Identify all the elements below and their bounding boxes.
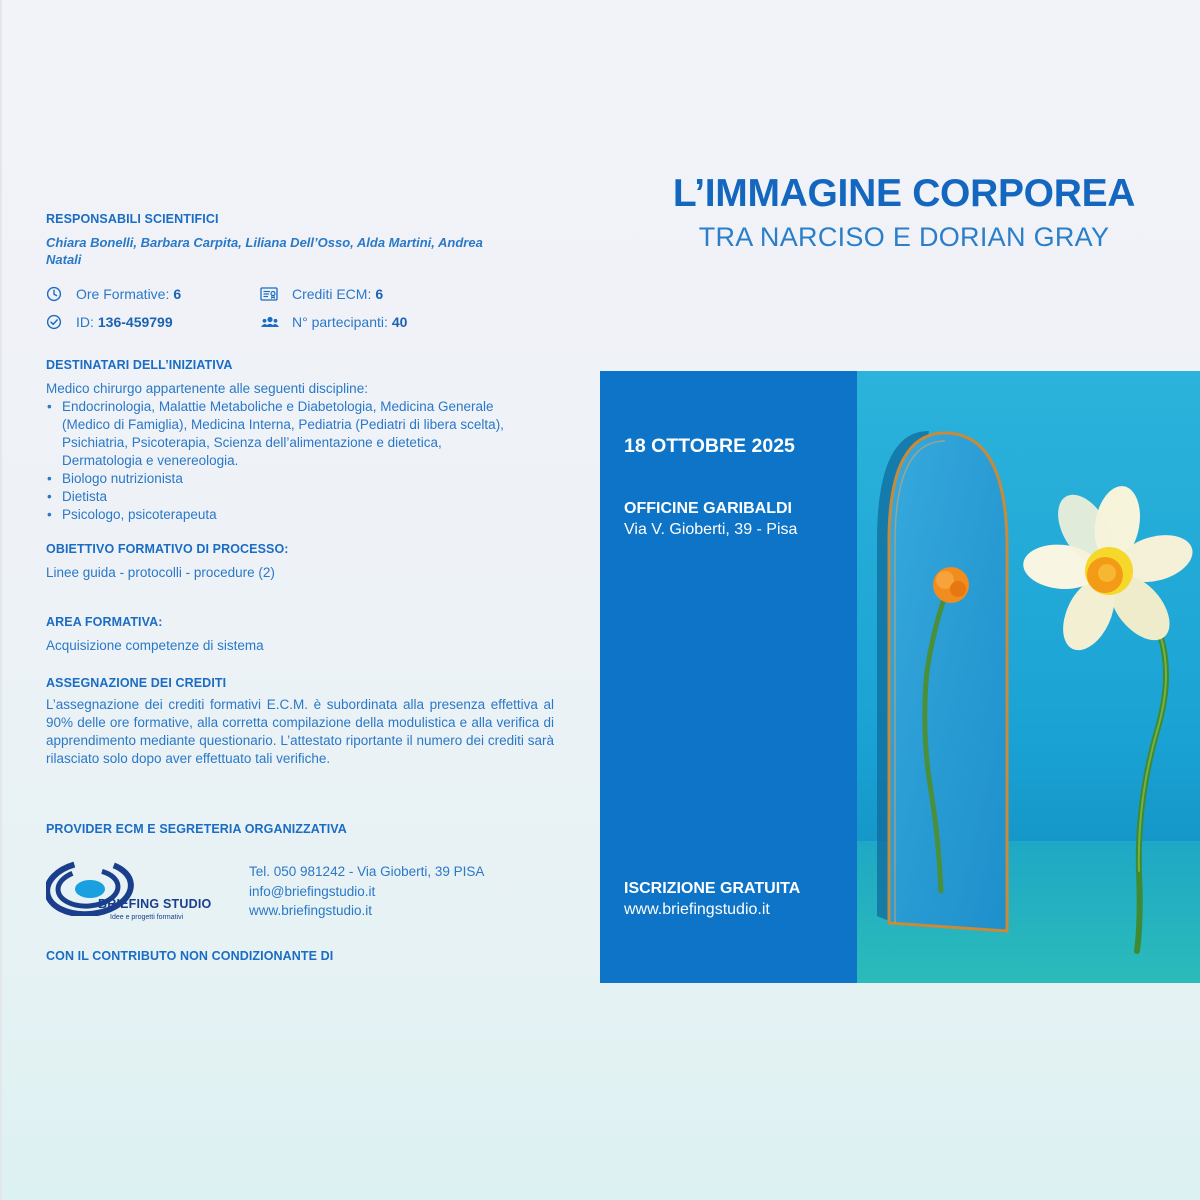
clock-icon [46, 286, 62, 302]
destinatari-heading: DESTINATARI DELL’INIZIATIVA [46, 358, 233, 372]
responsabili-heading: RESPONSABILI SCIENTIFICI [46, 212, 219, 226]
crediti-value: 6 [375, 286, 384, 302]
certificate-icon [260, 286, 278, 302]
assegnazione-text: L’assegnazione dei crediti formativi E.C.M. è subordinata alla presenza effettiva al 90% delle ore formative, alla corretta compilazione della modulistica e alla verifica di apprendimento mediante questionario. L’attestato riportante il numero dei crediti sarà rilasciato solo dopo aver effettuato tali verifiche. [46, 697, 554, 766]
logo-tagline: Idee e progetti formativi [110, 914, 184, 921]
event-date: 18 OTTOBRE 2025 [624, 435, 795, 457]
partecipanti-label: N° partecipanti: [292, 314, 388, 330]
destinatari-list [46, 398, 506, 524]
check-circle-icon [46, 314, 62, 330]
assegnazione-heading: ASSEGNAZIONE DEI CREDITI [46, 676, 227, 690]
responsabili-names: Chiara Bonelli, Barbara Carpita, Liliana Dell’Osso, Alda Martini, Andrea Natali [46, 235, 483, 267]
event-details-panel [600, 371, 857, 983]
list-item: • Biologo nutrizionista [46, 470, 506, 488]
registration-url: www.briefingstudio.it [624, 901, 770, 918]
id-value: 136-459799 [97, 314, 173, 330]
area-section [46, 615, 264, 655]
assegnazione-section [46, 676, 554, 768]
event-title [600, 172, 1200, 253]
users-icon [260, 314, 280, 330]
obiettivo-section [46, 542, 289, 582]
area-text: Acquisizione competenze di sistema [46, 638, 264, 653]
responsabili-section [46, 212, 516, 268]
event-address: Via V. Gioberti, 39 - Pisa [624, 521, 798, 538]
course-info-grid [46, 286, 554, 346]
list-item: • Psicologo, psicoterapeuta [46, 506, 506, 524]
page-edge [0, 0, 2, 1200]
list-item: • Dietista [46, 488, 506, 506]
obiettivo-text: Linee guida - protocolli - procedure (2) [46, 565, 275, 580]
ore-label: Ore Formative: [76, 286, 170, 302]
artwork-illustration [857, 371, 1200, 983]
registration-label: ISCRIZIONE GRATUITA [624, 880, 801, 897]
contributo-heading: CON IL CONTRIBUTO NON CONDIZIONANTE DI [46, 949, 334, 963]
contact-website: www.briefingstudio.it [249, 903, 373, 918]
id-evento [46, 314, 173, 330]
contributo-section [46, 949, 333, 963]
logo-name: BRIEFING STUDIO [98, 897, 212, 911]
provider-contacts [249, 862, 484, 921]
briefing-studio-logo [46, 852, 216, 932]
event-venue: OFFICINE GARIBALDI [624, 500, 792, 517]
ore-value: 6 [173, 286, 182, 302]
partecipanti-value: 40 [391, 314, 408, 330]
ore-formative [46, 286, 181, 302]
narcissus-mirror-artwork [857, 371, 1200, 983]
contact-phone: Tel. 050 981242 - Via Gioberti, 39 PISA [249, 864, 485, 879]
destinatari-intro: Medico chirurgo appartenente alle seguenti discipline: [46, 381, 368, 396]
provider-section [46, 822, 347, 836]
obiettivo-heading: OBIETTIVO FORMATIVO DI PROCESSO: [46, 542, 289, 556]
area-heading: AREA FORMATIVA: [46, 615, 163, 629]
list-item: • Endocrinologia, Malattie Metaboliche e Diabetologia, Medicina Generale (Medico di Famiglia), Medicina Interna, Pediatria (Pediatri di libera scelta), Psichiatria, Psicoterapia, Scienza dell’alimentazione e dietetica, Dermatologia e venereologia. [46, 398, 506, 470]
destinatari-section [46, 358, 506, 524]
contact-email: info@briefingstudio.it [249, 883, 376, 899]
title-main: L’IMMAGINE CORPOREA [672, 172, 1136, 215]
crediti-label: Crediti ECM: [292, 286, 372, 302]
crediti-ecm [260, 286, 383, 302]
id-label: ID: [76, 314, 94, 330]
title-subtitle: TRA NARCISO E DORIAN GRAY [698, 222, 1110, 252]
provider-heading: PROVIDER ECM E SEGRETERIA ORGANIZZATIVA [46, 822, 347, 836]
numero-partecipanti [260, 314, 407, 330]
